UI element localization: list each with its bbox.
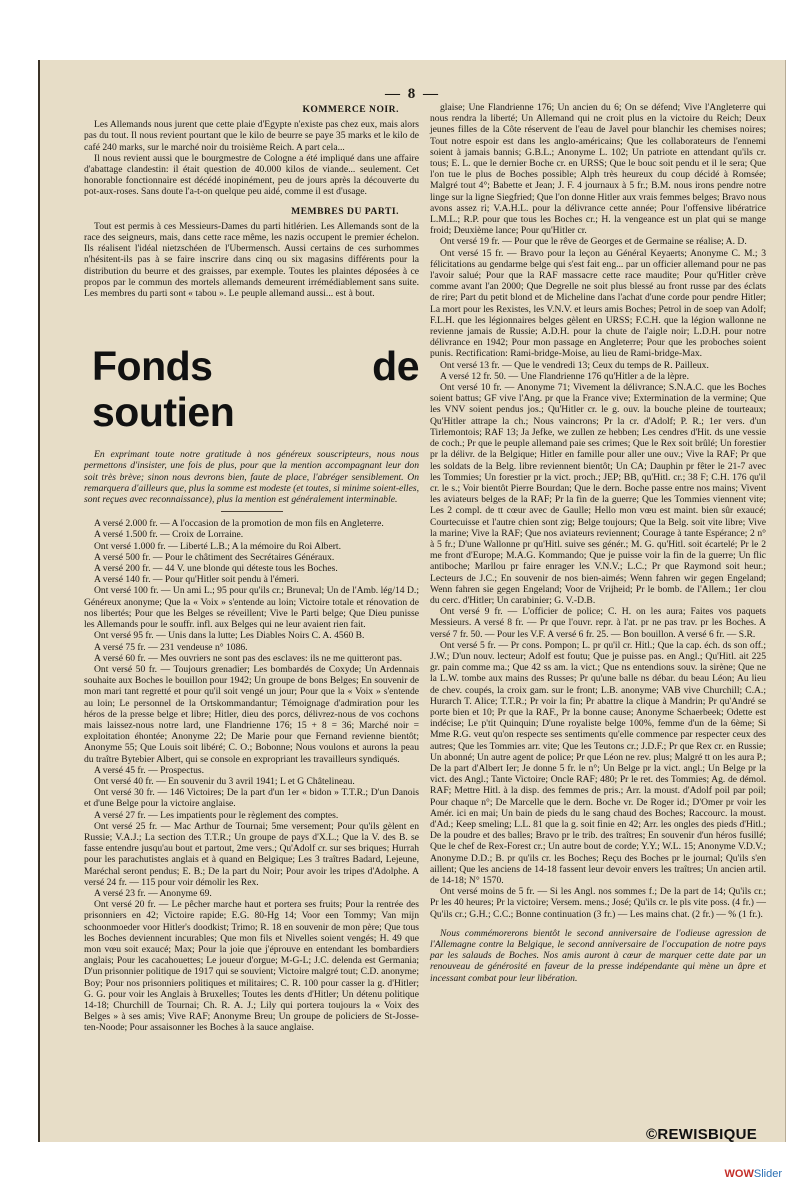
donation-entry: A versé 23 fr. — Anonyme 69. xyxy=(94,887,212,899)
fonds-de-soutien-title: Fonds de soutien xyxy=(92,343,419,436)
fund-intro: En exprimant toute notre gratitude à nos généreux souscripteurs, nous nous permettons d'insister, une fois de plus, pour que la mention accompagnant leur don soit très brève; sinon nous devrons bien, faute de place, l'abréger sensiblement. On remarquera d'ailleurs que, plus la somme est modeste (et toutes, si minime soient-elles, sont reçues avec reconnaissance), plus la mention est généralement interminable. xyxy=(84,449,419,506)
donation-paragraph: Ont versé 10 fr. — Anonyme 71; Vivement la délivrance; S.N.A.C. que les Boches soient battus; GF vive l'Ang. pr que la France vive; Extermination de la vermine; Que les VNV soient pendus jos.; Qu'Hitler cr. le g. ouv. la bouche pleine de tourteaux; Qu'Hitler attrape la ch.; Nous vaincrons; Pr la cr. d'Adolf; P. R.; 1er vers. d'un Tirlemontois; RAF 13; Ja Jefke, we zullen ze hebben; Les cendres d'Hit. ds une vessie de coch.; Pr que le peuple allemand paie ses crimes; Que le Rex soit brûlé; Un forestier pr la délivr. de la Belgique; Hitler en famille pour aller une ouv.; Vive la RAF; Pr que les soldats de la Belg. libre reviennent bientôt; Un CA; Dauphin pr fêter le 21-7 avec les Tommies; Un forestier pr la vict. proch.; JEP; BB, qu'Hitl. cr.; 38 F; C.H. 176 qu'il cr. le s.; Voir bientôt Pierre Bourdan; Que le dern. Boche passe entre nos mains; Vivent les aviateurs belges de la RAF; Pr la fin de la guerre; Que les Tommies viennent vite; Les 2 compl. de tt cœur avec de Gaulle; Hello mon vœu est maint. bien sûr exaucé; Courtecuisse et l'autre chien sont zig; Belge toujours; Que la Belg. soit vite libre; Vive la marine; Vive la RAF; Que nos aviateurs reviennent; Courage à tante Espérance; 2 n° à 5 fr.; D'une Wallonne pr qu'Hitl. suive ses génér.; M. G. qu'Hitl. soit écartelé; Pr le 2 me front d'Europe; M.A.G. Kommando; Que je puisse voir la fin de la guerre; Un flic antiboche; Marllou pr faire enrager les V.N.V.; L.C.; Pr que Raymond soit heur.; Lecteurs de J.C.; En souvenir de nos bien-aimés; Wenn fahren wir gegen Engeland; Wenn fahren sie gegen Engeland; Voor de Vrijheid; Pr le bomb. de l'Allem.; 1er clou du cerc. d'Hitler; Un carabinier; G. V.-D.B. xyxy=(430,382,766,606)
donation-entry: A versé 75 fr. — 231 vendeuse n° 1086. xyxy=(94,641,248,653)
donation-entry: Ont versé 100 fr. — Un ami L.; 95 pour qu'ils cr.; Bruneval; Un de l'Amb. lég/14 D.; Généreux anonyme; Que la « Voix » s'entende au loin; Victoire totale et rénovation de nos libertés; Pour que les Belges se réveillent; Vive le Parti belge; Que Dieu punisse les Allemands pour le souffr. infl. aux Belges qui ne leur avaient rien fait. xyxy=(84,585,419,631)
donation-paragraph: A versé 12 fr. 50. — Une Flandrienne 176 qu'Hitler a de la lèpre. xyxy=(440,370,689,382)
donation-paragraph: Ont versé moins de 5 fr. — Si les Angl. nos sommes f.; De la part de 14; Qu'ils cr.; Pr les 40 heures; Pr la victoire; Versem. mens.; José; Qu'ils cr. le pls vite poss. (4 fr.) — Qu'ils cr.; G.H.; C.C.; Bonne continuation (3 fr.) — Les mains chat. (2 fr.) — % (1 fr.). xyxy=(430,886,766,920)
page-number: — 8 — xyxy=(385,86,440,102)
brand-part2: Slider xyxy=(753,1168,782,1180)
donation-paragraph: Ont versé 19 fr. — Pour que le rêve de Georges et de Germaine se réalise; A. D. xyxy=(440,236,747,248)
donation-entry: Ont versé 25 fr. — Mac Arthur de Tournai; 5me versement; Pour qu'ils gèlent en Russie; V.A.J.; La section des T.T.R.; Un groupe de pays d'X.L.; Que la V. des B. se fasse entendre jusqu'au bout et partout, 2me vers.; Qu'Adolf cr. sur ses briques; Hurrah pour les parachutistes anglais et à quand en Belgique; Les 3 traîtres Badard, Lejeune, Maréchal seront pendus; E. B.; De la part du Noir; Pour avoir les tripes d'Adolphe. A versé 24 fr. — 115 pour voir démolir les Rex. xyxy=(84,820,419,888)
brand-part1: WOW xyxy=(724,1168,754,1180)
watermark: ©REWISBIQUE xyxy=(646,1126,758,1142)
donation-entry: Ont versé 50 fr. — Toujours grenadier; Les bombardés de Coxyde; Un Ardennais souhaite aux Boches le bouillon pour 1942; Un groupe de bons Belges; En souvenir de mon mari tant regretté et pour qu'il soit vengé un jour; Pour que la « Voix » s'entende au loin; Le personnel de la Ortskommandantur; Témoignage d'admiration pour les héros de la presse belge et libre; Hitler, dieu des porcs, délivrez-nous de vos cochons mais laissez-nous notre lard, une Flandrienne 176; 15 + 8 = 36; Marché noir = exploitation éhontée; Anonyme 22; De Marie pour que Fernand revienne bientôt; Anonyme 55; Que Louis soit libéré; C. O.; Bobonne; Nous voulons et aurons la peau du traître Bytebier Albert, qui se console en expropriant les travailleurs syndiqués. xyxy=(84,663,419,765)
membres-du-parti-heading: MEMBRES DU PARTI. xyxy=(291,205,399,217)
left-column xyxy=(84,104,419,1034)
kommerce-paragraph: Il nous revient aussi que le bourgmestre de Cologne a été impliqué dans une affaire d'abattage clandestin: il était question de 40.000 kilos de viande... seulement. Cet honorable fonctionnaire est décédé inopinément, peu de jours après la découverte du pot-aux-roses. Sans doute l'a-t-on quelque peu aidé, comme il est d'usage. xyxy=(84,152,419,198)
donation-entry: A versé 2.000 fr. — A l'occasion de la promotion de mon fils en Angleterre. xyxy=(94,518,384,530)
donation-entry: Ont versé 20 fr. — Le pêcher marche haut et portera ses fruits; Pour la rentrée des prisonniers en 42; Victoire rapide; E.G. 80-Hg 14; Voor een Tommy; Van mijn schoonmoeder voor Hitler's doodkist; Trimo; R. 18 en souvenir de mon père; Que tous les Boches deviennent incurables; Que mon fils et Nivelles soient vengés; H. 49 que mon vœu soit exaucé; Max; Pour la joie que j'éprouve en entendant les bombardiers anglais; Pour les cacahouettes; Le joueur d'orgue; M-G-L; J.C. delenda est Germania; D'un prisonnier politique de 1917 qui se souvient; Victoire malgré tout; C.D. anonyme; Boy; Pour nos prisonniers politiques et militaires; C. R. 100 pour casser la g. d'Hitler; G. G. pour voir les Anglais à Bruxelles; Toutes les dents d'Hitler; Un détenu politique 14-18; Churchill de Tournai; Ch. R. A. J.; Lily qui portera toujours la « Voix des Belges » à ses amis; Vive RAF; Anonyme Breu; Un groupe de policiers de St-Josse-ten-Noode; Pour assaisonner les Boches à la sauce anglaise. xyxy=(84,899,419,1034)
donation-entry: A versé 60 fr. — Mes ouvriers ne sont pas des esclaves: ils ne me quitteront pas. xyxy=(94,652,403,664)
donation-entry: Ont versé 30 fr. — 146 Victoires; De la part d'un 1er « bidon » T.T.R.; D'un Danois et d'une Belge pour la victoire anglaise. xyxy=(84,787,419,810)
donation-entry: Ont versé 95 fr. — Unis dans la lutte; Les Diables Noirs C. A. 4560 B. xyxy=(94,630,365,642)
right-column xyxy=(430,102,766,984)
donation-paragraph: Ont versé 5 fr. — Pr cons. Pompon; L. pr qu'il cr. Hitl.; Que la cap. éch. ds son off.; J.W.; D'un nouv. lecteur; Adolf est foutu; Que je puisse pas. en Angl.; Qu'Hitl. ait 225 gr. pain comme ma.; Que 42 ss am. la vict.; Que ns entendions souv. la sirène; Que ne la L.W. tombe aux mains des Russes; Pr qu'une balle ns débar. du beau Léon; Au lieu de chev. coupés, la croix gam. sur le front; L.B. anonyme; VAB vive Churchill; C.A.; Hurarch T. Alice; T.T.R.; Pr voir la fin; Pr abattre la clique à Mandrin; Pr qu'André se porte bien et 10; Pr que la RAF., Pr la bonne cause; Anonyme Schaerbeek; Odette est indécise; Le p'tit Quinquin; D'une royaliste belge 100%, femme d'un de la 6ème; Si Mme R.G. veut qu'on respecte ses sentiments qu'elle commence par respecter ceux des autres; Que les Tommies arr. vite; Que les Teutons cr.; J.D.F.; Pr que Rex cr. en Russie; Un abonné; Un autre agent de police; Pr que Léon ne rev. plus; Malgré tt on les aura P.; De la part d'Albert Ier; Je donne 5 fr. le n°; Un Belge pr la vict. angl.; Un Belge pr la vict. des Angl.; Tante Victoire; Oncle RAF; 480; Pr le ret. des Tommies; Ag. de démol. RAF; Mettre Hitl. à la disp. des femmes de pris.; Arr. la moust. d'Adolf poil par poil; Pour chaque n°; De Marcelle que le dern. Boche vr. De Roger id.; D'Omer pr voir les Amér. ici en mai; Un bain de pieds du le sang chaud des Boches; Raccourc. la moust. d'Ad.; Keep smeling; L.L. 81 que la g. soit finie en 42; Arr. les ongles des pieds d'Hitl.; De la poudre et des balles; Bravo pr le trib. des traîtres; En souvenir d'un héros fusillé; Que le chef de Rex-Forest cr.; Un autre bout de corde; Y.Y.; W.L. 15; Anonyme V.D.V.; Anonyme D.D.; B. pr qu'ils cr. les Boches; Reçu des Boches pr le journal; Qu'ils s'en aillent; Que les anciens de 14-18 fassent leur devoir envers les traîtres; Un ancien artil. de 14-18; N° 1570. xyxy=(430,639,766,887)
closing-paragraph: Nous commémorerons bientôt le second anniversaire de l'odieuse agression de l'Allemagne contre la Belgique, le second anniversaire de l'occupation de notre pays par les salauds de Boches. Nos amis auront à cœur de marquer cette date par un renouveau de générosité en faveur de la presse indépendante qui mène un âpre et incessant combat pour leur libération. xyxy=(430,927,766,984)
newspaper-page xyxy=(38,60,786,1142)
donation-entry: A versé 500 fr. — Pour le châtiment des Secrétaires Généraux. xyxy=(94,551,335,563)
slider-brand-logo xyxy=(725,1168,782,1180)
kommerce-noir-heading: KOMMERCE NOIR. xyxy=(302,104,399,115)
donation-entry: A versé 45 fr. — Prospectus. xyxy=(94,764,205,776)
divider xyxy=(221,511,283,512)
donation-paragraph: Ont versé 15 fr. — Bravo pour la leçon au Général Keyaerts; Anonyme C. M.; 3 félicitations au gendarme belge qui s'est fait eng... par un officier allemand pour ne pas l'avoir salué; Pour que la RAF massacre cette race maudite; Pour qu'Hitler crève comme avant l'an 2000; Que Degrelle ne soit plus blessé au front russe par des éclats de rire; Part du petit blond et de Micheline dans l'achat d'une corde pour pendre Hitler; La mort pour les Rexistes, les V.N.V. et leurs amis Boches; Petrol in de soep van Adolf; F.L.H. que les légionnaires belges gèlent en URSS; F.C.H. que la légion wallonne ne revienne jamais de Russie; A.D.H. pour la chute de l'aigle noir; L.D.H. pour notre délivrance en 1942; Pour mon passage en Angleterre; Pour que les proboches soient punis. Rectification: Rami-bridge-Moise, au lieu de Rami-bridge-Max. xyxy=(430,247,766,360)
donation-paragraph: Ont versé 9 fr. — L'officier de police; C. H. on les aura; Faites vos paquets Messieurs. A versé 8 fr. — Pr que l'ouvr. repr. à l'at. pr ne pas trav. pr les Boches. A versé 7 fr. 50. — Pour les V.F. A versé 6 fr. 25. — Bon bouillon. A versé 6 fr. — S.R. xyxy=(430,606,766,640)
donation-entry: Ont versé 1.000 fr. — Liberté L.B.; A la mémoire du Roi Albert. xyxy=(94,540,341,552)
donation-entry: A versé 1.500 fr. — Croix de Lorraine. xyxy=(94,529,244,541)
donation-entry: A versé 200 fr. — 44 V. une blonde qui déteste tous les Boches. xyxy=(94,563,338,575)
donation-paragraph: Ont versé 13 fr. — Que le vendredi 13; Ceux du temps de R. Pailleux. xyxy=(440,359,709,371)
donation-paragraph: glaise; Une Flandrienne 176; Un ancien du 6; On se défend; Vive l'Angleterre qui nous rendra la liberté; Un Allemand qui ne croit plus en la victoire du Reich; Deux jeunes filles de la Côte réservent de l'eau de Javel pour blanchir les chemises noires; Tout notre espoir est dans les anglo-américains; Que les collaborateurs de l'ennemi soient à jamais bannis; G.B.L.; Anonyme L. 102; Un patriote en attendant qu'ils cr. tous; E. L. que le dernier Boche cr. en URSS; Que le bouc soit pendu et il le sera; Que l'on tue le plus de Boches possible; Alph très heureux du coup décidé à Romsée; Malgré tout 4°; Babette et Jean; J. F. 4 journaux à 5 fr.; B.M. nous irons pendre notre linge sur la ligne Siegfried; Que l'on donne Hitler aux vrais femmes belges; Bravo nous avons assez ri; V.A.H.L. pour la délivrance cette année; Pour l'offensive libératrice L.M.L.; R.P. pour que tous les Boches cr.; H. la vengeance est un plat qui se mange froid; Deuxième lance; Pour qu'Hitler cr. xyxy=(430,102,766,237)
donation-entry: Ont versé 40 fr. — En souvenir du 3 avril 1941; L et G Châtelineau. xyxy=(94,775,355,787)
donation-entry: A versé 140 fr. — Pour qu'Hitler soit pendu à l'émeri. xyxy=(94,574,299,586)
donation-entry: A versé 27 fr. — Les impatients pour le règlement des comptes. xyxy=(94,809,339,821)
membres-paragraph: Tout est permis à ces Messieurs-Dames du parti hitlérien. Les Allemands sont de la race des seigneurs, mais, dans cette race même, les nazis occupent le premier échelon. Ils réalisent l'idéal nietzschéen de l'Ubermensch. Aussi certains de ces surhommes n'hésitent-ils pas à se faire inscrire dans cinq ou six magasins différents pour la distribution du beurre et des graisses, par exemple. Toutes les plaintes déposées à ce propos par le commun des mortels allemands demeurent irrémédiablement sans suite. Les membres du parti sont « tabou ». Le peuple allemand aussi... est à bout. xyxy=(84,220,419,300)
kommerce-paragraph: Les Allemands nous jurent que cette plaie d'Egypte n'existe pas chez eux, mais alors pas du tout. Il nous revient pourtant que le kilo de beurre se paye 35 marks et le kilo de café 240 marks, sur le marché noir du troisième Reich. A part cela... xyxy=(84,119,419,153)
